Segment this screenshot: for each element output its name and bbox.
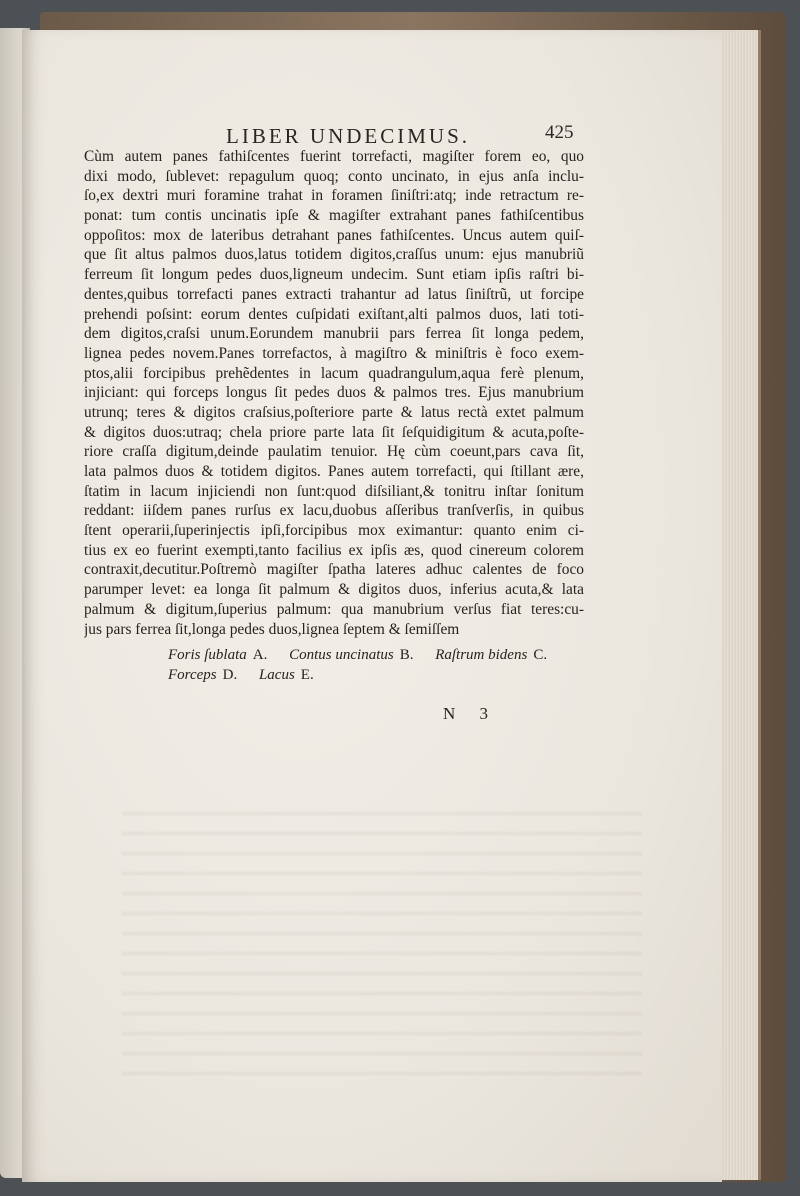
text-line: lignea pedes novem.Panes torrefactos, à magiſtro & miniſtris è foco exem- <box>84 344 584 362</box>
text-line: Cùm autem panes fathiſcentes fuerint torrefacti, magiſter forem eo, quo <box>84 148 584 165</box>
page-number: 425 <box>545 122 574 143</box>
text-line: ptos,alii forcipibus prehẽdentes in lacum quadrangulum,aqua ferè plenum, <box>84 364 584 382</box>
caption-item-e <box>259 667 314 683</box>
caption-item-d <box>168 667 237 683</box>
caption-letter: C. <box>533 647 548 663</box>
body-text <box>84 147 584 639</box>
text-line: lata palmos duos & totidem digitos. Panes autem torrefacti, qui ſtillant ære, <box>84 463 584 480</box>
text-line: palmum & digitum,ſuperius palmum: qua manubrium verſus fiat teres:cu- <box>84 600 584 618</box>
text-line: dem digitos,craſsi unum.Eorundem manubrii pars ferrea ſit longa pedem, <box>84 325 584 343</box>
text-line: reddant: iiſdem panes rurſus ex lacu,duobus aſſeribus tranſverſis, in quibus <box>84 502 584 520</box>
figure-caption <box>168 645 568 685</box>
show-through-text <box>122 800 642 1090</box>
text-line: tius ex eo fuerint exempti,tanto facilius ex ipſis æs, quod cinereum colorem <box>84 541 584 559</box>
caption-line-1 <box>168 645 568 665</box>
text-line: ſtatim in lacum injiciendi non ſunt:quod diſsiliant,& tonitru inſtar ſonitum <box>84 482 584 500</box>
text-line: riore craſſa digitum,deinde paulatim tenuior. Hę cùm coeunt,pars cava ſit, <box>84 443 584 461</box>
text-line: prehendi poſsint: eorum dentes cuſpidati exiſtant,alti palmos duos, lati toti- <box>84 305 584 323</box>
text-line: dentes,quibus torrefacti panes extracti trahantur ad latus ſiniſtrũ, ut forcipe <box>84 285 584 303</box>
text-line: ſo,ex dextri muri foramine trahat in foramen ſiniſtri:atq; inde retractum re- <box>84 187 584 205</box>
text-line: ferreum ſit longum pedes duos,ligneum undecim. Sunt etiam ipſis raſtri bi- <box>84 266 584 284</box>
text-line: que ſit altus palmos duos,latus totidem digitos,craſſus unum: ejus manubriũ <box>84 246 584 264</box>
text-line: ponat: tum contis uncinatis ipſe & magiſter extrahant panes fathiſcentibus <box>84 207 584 225</box>
text-line: oppoſitos: mox de lateribus detrahant panes fathiſcentes. Uncus autem quiſ- <box>84 226 584 244</box>
caption-item-a <box>168 647 267 663</box>
text-line: parumper levet: ea longa ſit palmum & digitos duos, inferius acuta,& lata <box>84 581 584 599</box>
text-line: dixi modo, ſublevet: repagulum quoq; conto uncinato, in ejus anſa inclu- <box>84 167 584 185</box>
caption-letter: A. <box>252 647 268 663</box>
caption-term: Contus uncinatus <box>289 647 394 663</box>
text-line: utrunq; teres & digitos craſsius,poſteriore parte & latus rectà extet palmum <box>84 403 584 421</box>
caption-term: Foris ſublata <box>168 647 247 663</box>
caption-item-c <box>435 647 547 663</box>
text-line: contraxit,decutitur.Poſtremò magiſter ſpatha lateres adhuc calentes de foco <box>84 561 584 579</box>
caption-line-2 <box>168 665 568 685</box>
text-line: jus pars ferrea ſit,longa pedes duos,lignea ſeptem & ſemiſſem <box>84 620 460 638</box>
text-line: injiciant: qui forceps longus ſit pedes duos & palmos tres. Ejus manubrium <box>84 384 584 402</box>
caption-term: Forceps <box>168 667 217 683</box>
caption-letter: E. <box>300 667 314 683</box>
signature-mark: N 3 <box>443 704 499 723</box>
caption-letter: D. <box>222 667 238 683</box>
caption-term: Raſtrum bidens <box>435 647 528 663</box>
caption-letter: B. <box>399 647 414 663</box>
page-title: LIBER UNDECIMUS. <box>226 124 471 148</box>
caption-term: Lacus <box>258 667 295 683</box>
caption-item-b <box>289 647 413 663</box>
text-line: ſtent operarii,ſuperinjectis ipſi,forcipibus mox eximantur: quanto enim ci- <box>84 522 584 540</box>
text-line: & digitos duos:utraq; chela priore parte lata ſit ſeſquidigitum & acuta,poſte- <box>84 423 584 441</box>
